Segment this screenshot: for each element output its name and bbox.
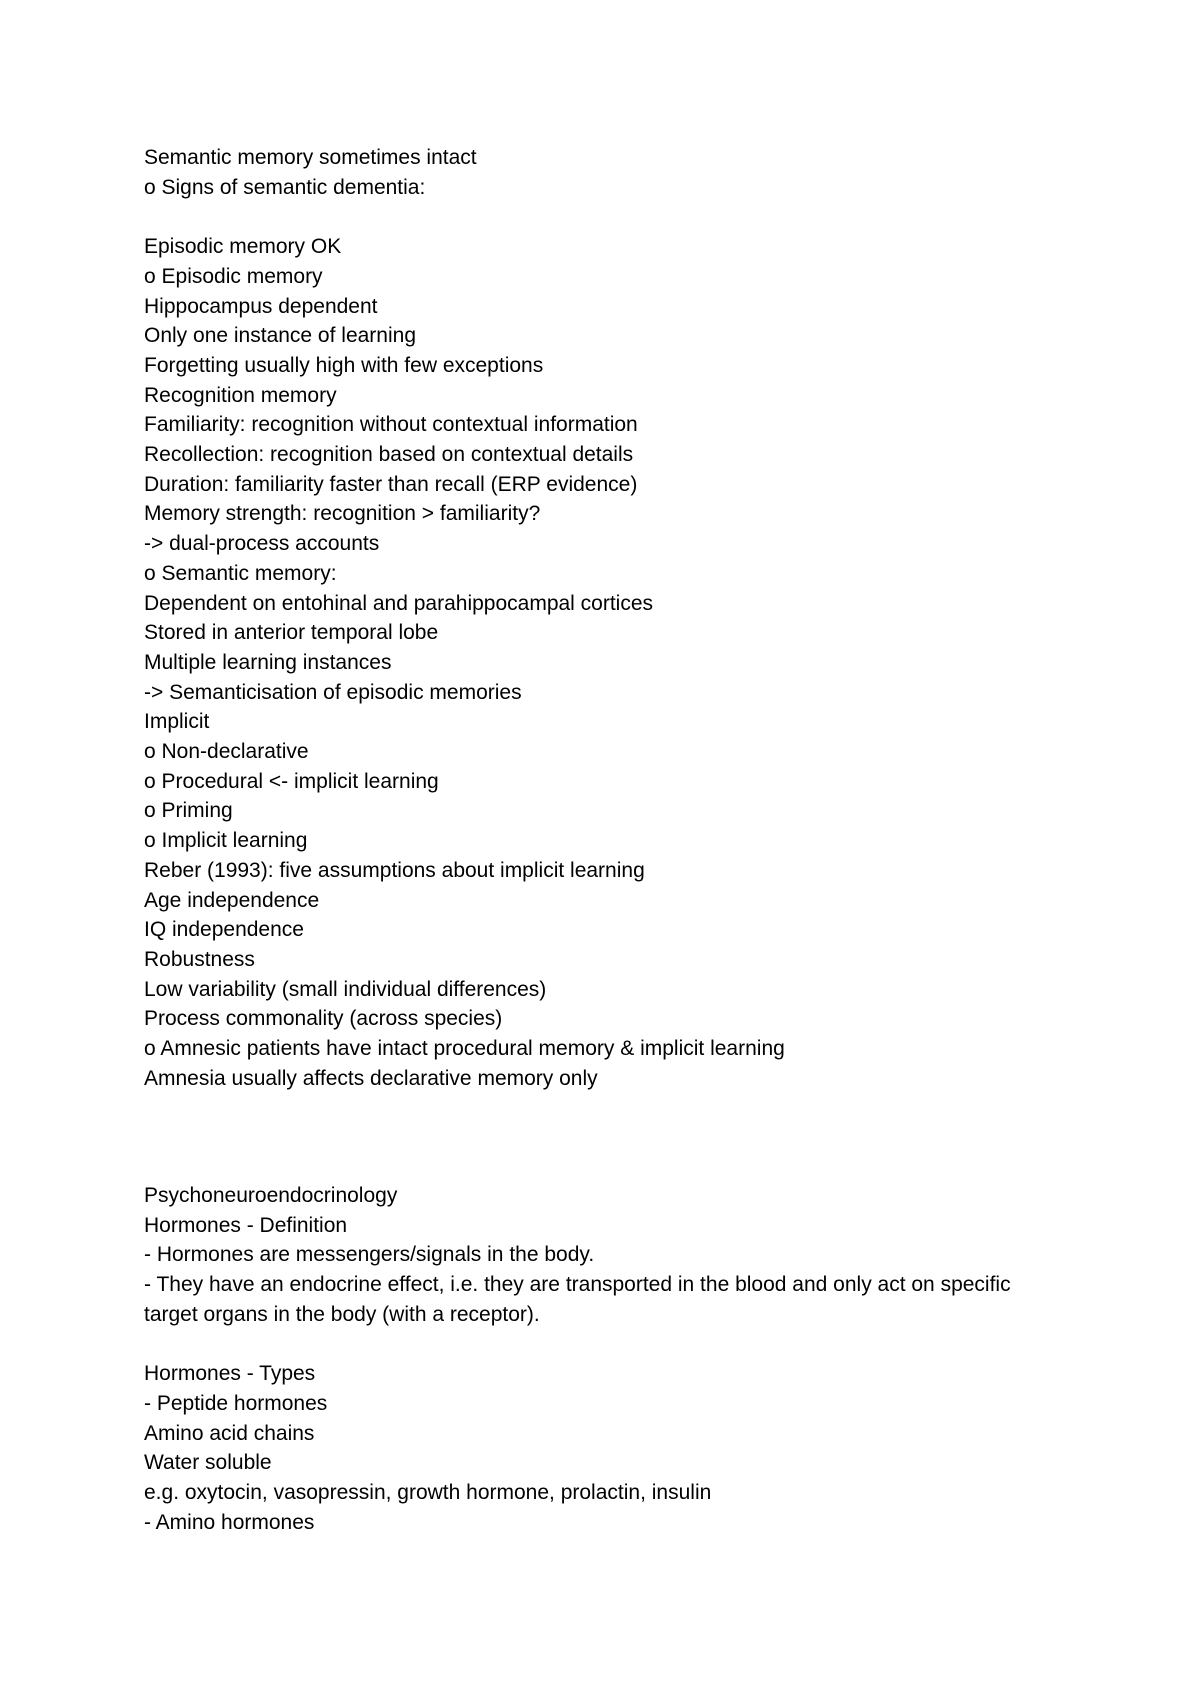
text-line: - Amino hormones	[144, 1510, 315, 1534]
text-line: Memory strength: recognition > familiarity?	[144, 502, 541, 526]
text-line: Recollection: recognition based on contextual details	[144, 443, 634, 467]
text-line: o Implicit learning	[144, 829, 308, 853]
text-line: o Semantic memory:	[144, 561, 337, 585]
memory-notes	[144, 143, 1024, 1093]
text-line: - Hormones are messengers/signals in the body.	[144, 1243, 595, 1267]
text-line: o Priming	[144, 799, 233, 823]
text-line: Recognition memory	[144, 383, 337, 407]
text-line: Episodic memory OK	[144, 235, 342, 259]
text-line: o Procedural <- implicit learning	[144, 769, 439, 793]
text-line: Forgetting usually high with few exceptions	[144, 353, 544, 377]
text-line: o Non-declarative	[144, 740, 309, 764]
text-line: Low variability (small individual differences)	[144, 977, 547, 1001]
text-line: - They have an endocrine effect, i.e. they are transported in the blood and only act on specific target organs in the body (with a receptor).	[144, 1273, 1011, 1326]
psychoneuroendocrinology-notes	[144, 1181, 1024, 1537]
text-line: Process commonality (across species)	[144, 1007, 503, 1031]
text-line: Reber (1993): five assumptions about implicit learning	[144, 858, 645, 882]
text-line: Stored in anterior temporal lobe	[144, 621, 439, 645]
text-line: Only one instance of learning	[144, 324, 417, 348]
text-line: o Amnesic patients have intact procedural memory & implicit learning	[144, 1037, 785, 1061]
blank-line	[144, 202, 1024, 232]
text-line: Hippocampus dependent	[144, 294, 378, 318]
text-line: - Peptide hormones	[144, 1391, 328, 1415]
text-line: Implicit	[144, 710, 210, 734]
text-line: Duration: familiarity faster than recall (ERP evidence)	[144, 472, 638, 496]
text-line: o Signs of semantic dementia:	[144, 175, 426, 199]
text-line: Amino acid chains	[144, 1421, 315, 1445]
text-line: Dependent on entohinal and parahippocampal cortices	[144, 591, 654, 615]
blank-line	[144, 1330, 1024, 1360]
text-line: o Episodic memory	[144, 264, 323, 288]
text-line: Hormones - Definition	[144, 1213, 348, 1237]
text-line: Robustness	[144, 947, 255, 971]
text-line: IQ independence	[144, 918, 304, 942]
text-line: Age independence	[144, 888, 320, 912]
text-line: Multiple learning instances	[144, 650, 392, 674]
text-line: -> dual-process accounts	[144, 532, 380, 556]
text-line: Amnesia usually affects declarative memory only	[144, 1066, 598, 1090]
text-line: e.g. oxytocin, vasopressin, growth hormone, prolactin, insulin	[144, 1481, 712, 1505]
text-line: Familiarity: recognition without contextual information	[144, 413, 638, 437]
text-line: Water soluble	[144, 1451, 272, 1475]
text-line: Hormones - Types	[144, 1362, 316, 1386]
text-line: Semantic memory sometimes intact	[144, 146, 477, 169]
section-heading: Psychoneuroendocrinology	[144, 1184, 398, 1207]
text-line: -> Semanticisation of episodic memories	[144, 680, 522, 704]
